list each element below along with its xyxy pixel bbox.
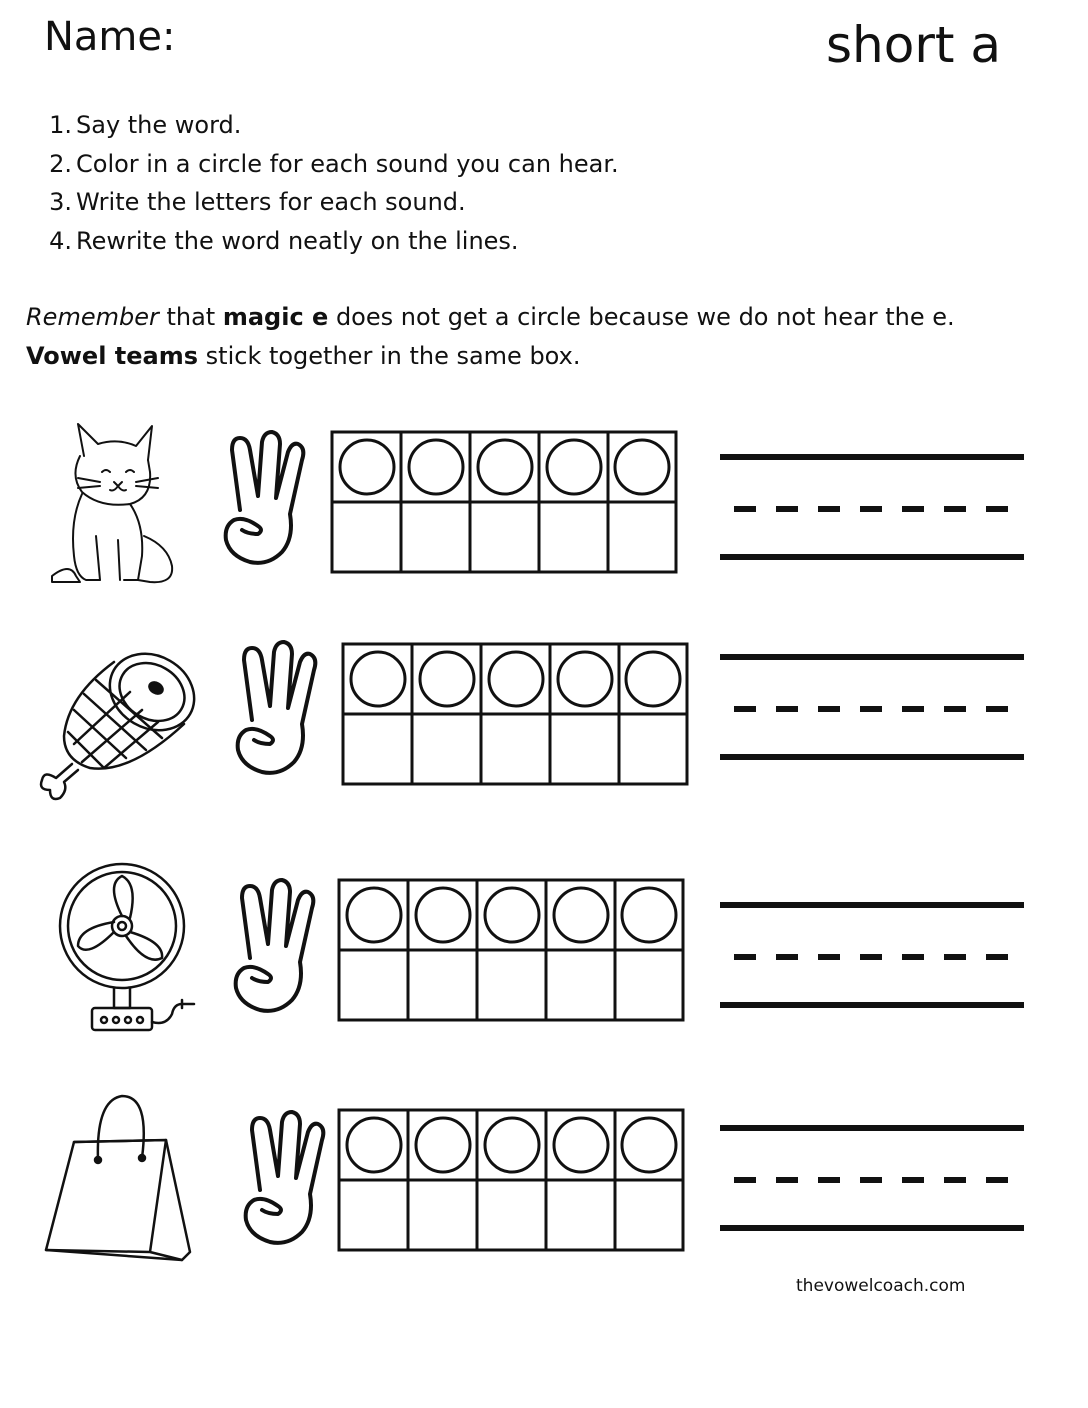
instruction-number: 2.: [49, 149, 72, 178]
ham-icon: [34, 640, 204, 810]
website-footer: thevowelcoach.com: [796, 1276, 966, 1296]
instruction-text: Say the word.: [76, 111, 242, 139]
sound-circle[interactable]: [626, 652, 680, 706]
sound-circle[interactable]: [416, 888, 470, 942]
three-fingers-hand-icon: [238, 1110, 328, 1250]
sound-circle[interactable]: [420, 652, 474, 706]
fan-icon: [56, 856, 206, 1036]
handwriting-lines[interactable]: [716, 1121, 1028, 1237]
instruction-number: 4.: [49, 226, 72, 255]
note-text: stick together in the same box.: [198, 342, 581, 370]
remember-word: Remember: [26, 303, 159, 331]
sound-circle[interactable]: [615, 440, 669, 494]
sound-boxes: [337, 1108, 687, 1254]
magic-e-term: magic e: [222, 303, 329, 331]
instruction-list: [44, 106, 619, 260]
instruction-item: [44, 183, 619, 222]
sound-circle[interactable]: [485, 1118, 539, 1172]
handwriting-lines[interactable]: [716, 450, 1028, 566]
sound-boxes: [330, 430, 680, 576]
worksheet-title: short a: [826, 16, 1002, 74]
reminder-note: [26, 298, 955, 376]
sound-boxes: [337, 878, 687, 1024]
sound-circle[interactable]: [347, 888, 401, 942]
sound-circle[interactable]: [558, 652, 612, 706]
sound-circle[interactable]: [340, 440, 394, 494]
note-text: that: [158, 303, 223, 331]
reminder-line-2: [26, 337, 955, 376]
instruction-item: [44, 106, 619, 145]
three-fingers-hand-icon: [218, 430, 308, 570]
sound-circle[interactable]: [554, 1118, 608, 1172]
instruction-text: Write the letters for each sound.: [76, 188, 466, 216]
instruction-number: 3.: [49, 188, 72, 216]
vowel-teams-term: Vowel teams: [26, 342, 199, 370]
sound-circle[interactable]: [347, 1118, 401, 1172]
sound-circle[interactable]: [489, 652, 543, 706]
three-fingers-hand-icon: [230, 640, 320, 780]
instruction-number: 1.: [49, 111, 72, 139]
instruction-text: Rewrite the word neatly on the lines.: [76, 226, 519, 255]
three-fingers-hand-icon: [228, 878, 318, 1018]
sound-circle[interactable]: [554, 888, 608, 942]
cat-icon: [40, 416, 180, 588]
sound-circle[interactable]: [409, 440, 463, 494]
sound-boxes: [341, 642, 691, 788]
sound-circle[interactable]: [622, 1118, 676, 1172]
note-text: does not get a circle because we do not hear the e.: [328, 303, 955, 331]
instruction-item: [44, 145, 619, 184]
handwriting-lines[interactable]: [716, 898, 1028, 1014]
instruction-text: Color in a circle for each sound you can hear.: [76, 149, 619, 178]
handwriting-lines[interactable]: [716, 650, 1028, 766]
bag-icon: [38, 1086, 198, 1266]
sound-circle[interactable]: [416, 1118, 470, 1172]
sound-circle[interactable]: [351, 652, 405, 706]
sound-circle[interactable]: [547, 440, 601, 494]
instruction-item: [44, 222, 619, 261]
sound-circle[interactable]: [485, 888, 539, 942]
sound-circle[interactable]: [622, 888, 676, 942]
sound-circle[interactable]: [478, 440, 532, 494]
name-label: Name:: [44, 14, 176, 60]
reminder-line-1: [26, 298, 955, 337]
